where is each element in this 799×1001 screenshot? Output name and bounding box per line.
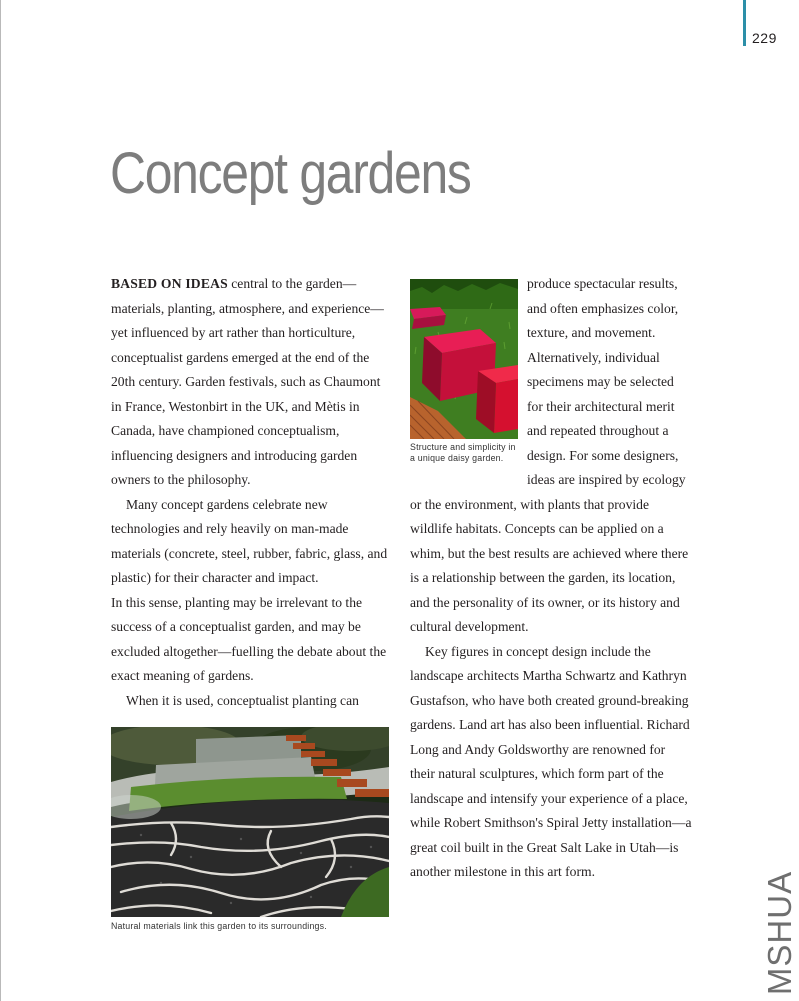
small-figure-caption: Structure and simplicity in a unique daisy garden. — [410, 442, 516, 463]
large-figure-caption: Natural materials link this garden to its surroundings. — [111, 921, 327, 931]
natural-materials-figure — [111, 727, 389, 932]
text-column-right — [410, 272, 692, 885]
lead-in-text: BASED ON IDEAS — [111, 276, 228, 291]
pebble-garden-photo — [111, 727, 389, 917]
paragraph-intro — [111, 272, 389, 493]
page-number: 229 — [752, 30, 777, 46]
paragraph-when-used: When it is used, conceptualist planting can — [126, 692, 359, 708]
page-title: Concept gardens — [110, 141, 471, 206]
side-tab-label: MSHUA — [761, 870, 798, 996]
side-tab — [760, 870, 799, 996]
intro-text: central to the garden—materials, planting, atmosphere, and experience—yet influenced by art rather than horticulture, conceptualist gardens emerged at the end of the 20th century. Garden festivals, such as Chaumont in France, Westonbirt in the UK, and Mètis in Canada, have championed conceptualism, influencing designers and introducing garden owners to the philosophy. — [111, 276, 384, 487]
paragraph-planting: In this sense, planting may be irrelevant to the success of a conceptualist garden, and may be excluded altogether—fuelling the debate about the exact meaning of gardens. — [111, 594, 387, 683]
daisy-garden-figure — [410, 279, 518, 473]
page-edge-rule — [0, 0, 1, 1001]
paragraph-technologies: Many concept gardens celebrate new technologies and rely heavily on man-made materials (concrete, steel, rubber, fabric, glass, and plastic) for their character and impact. — [111, 496, 388, 585]
daisy-garden-photo — [410, 279, 518, 439]
paragraph-key-figures: Key figures in concept design include the landscape architects Martha Schwartz and Kathryn Gustafson, who have both created ground-breaking gardens. Land art has also been influential. Richard Long and Andy Goldsworthy are renowned for their natural sculptures, which form part of the landscape and intensify your experience of a place, while Robert Smithson's Spiral Jetty installation—a great coil built in the Great Salt Lake in Utah—is another milestone in this art form. — [410, 643, 692, 879]
paragraph-spectacular: produce spectacular results, and often emphasizes color, texture, and movement. Alternatively, individual specimens may be selected for their architectural merit and repeated throughout a design. For some designers, ideas are inspired by ecology or the environment, with plants that provide wildlife habitats. Concepts can be applied on a whim, but the best results are achieved where there is a relationship between the garden, its location, and the personality of its owner, or its history and cultural development. — [410, 276, 689, 634]
text-column-left — [111, 272, 389, 713]
page-number-bar — [743, 0, 746, 46]
